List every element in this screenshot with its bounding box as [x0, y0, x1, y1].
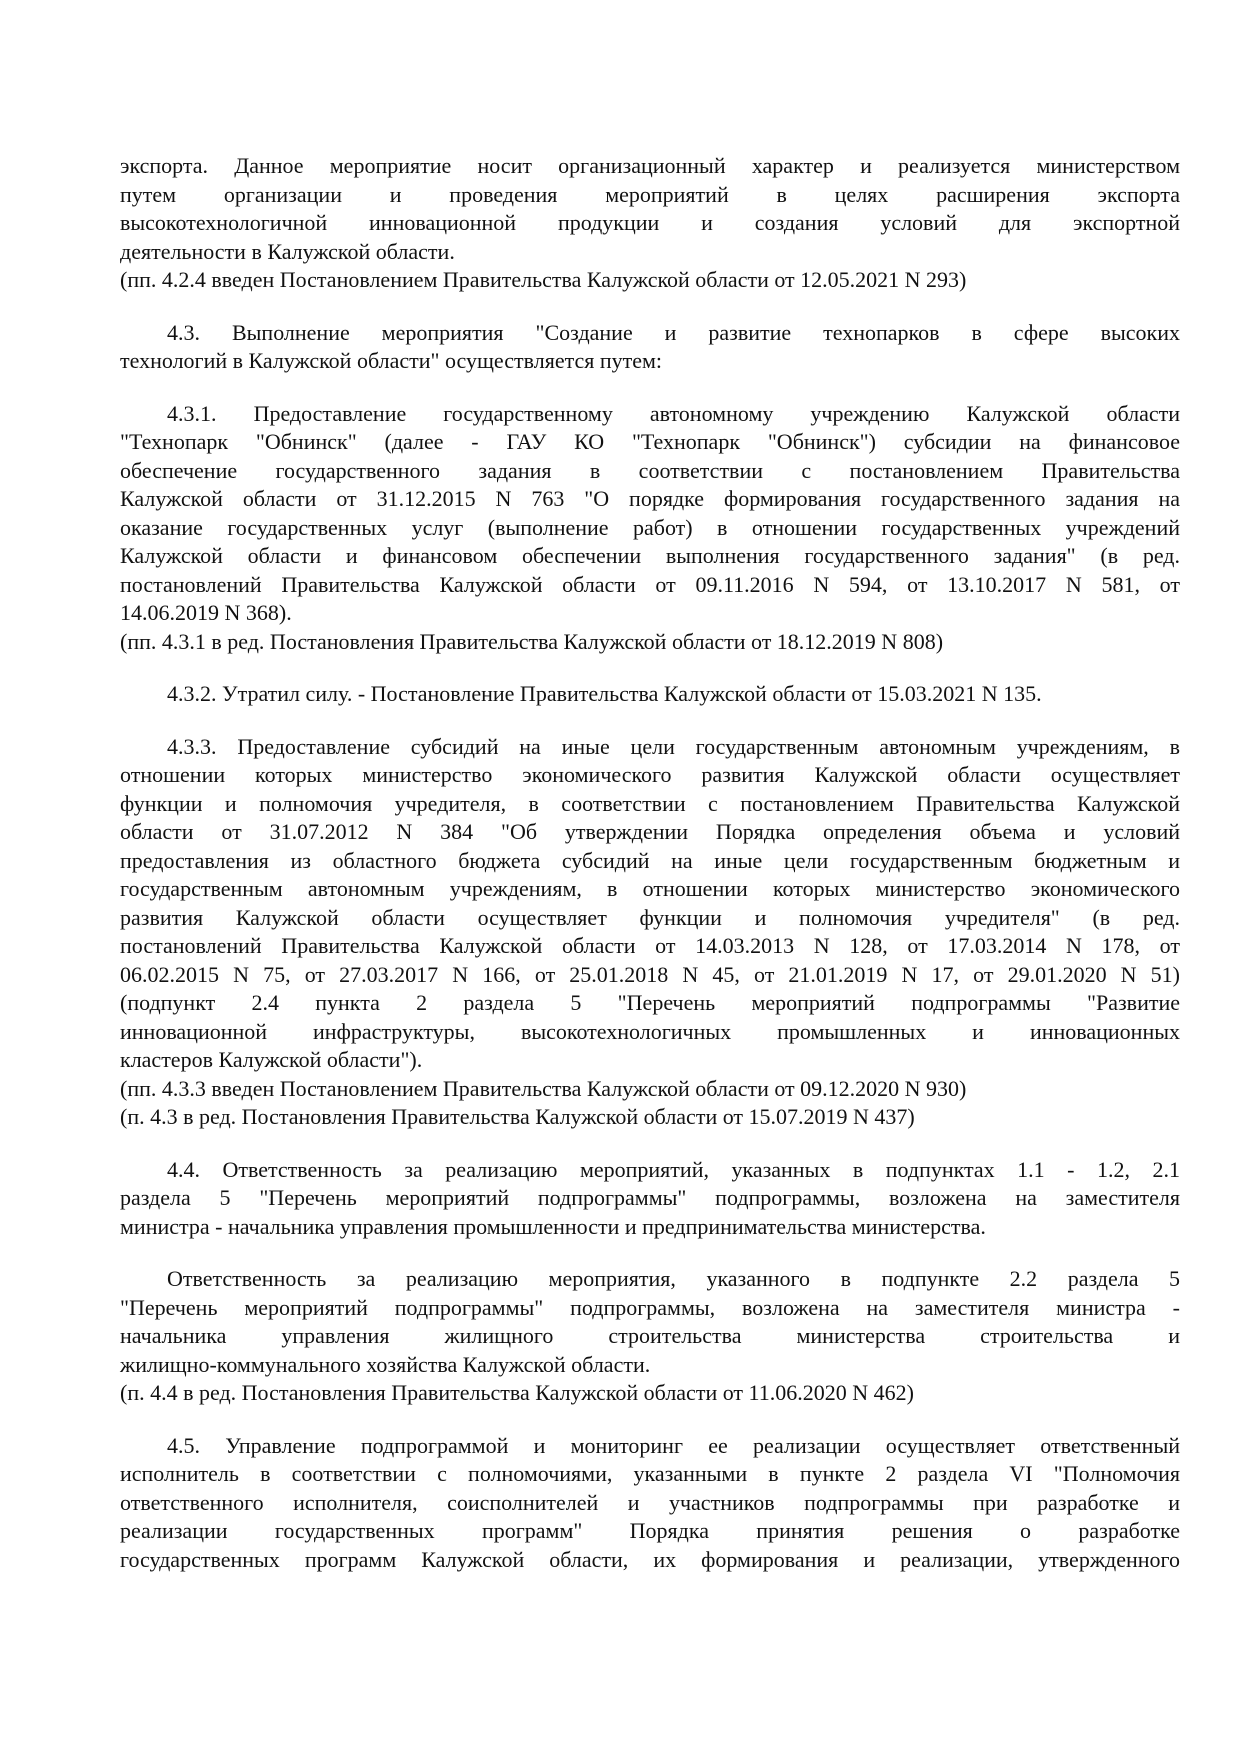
- paragraph-line: кластеров Калужской области").: [120, 1047, 423, 1072]
- paragraph-p-4-4-b: [120, 1265, 1180, 1408]
- paragraph-line: экспорта. Данное мероприятие носит организационный характер и реализуется министерством: [120, 153, 1180, 178]
- paragraph-p-4-3-3: [120, 733, 1180, 1132]
- paragraph-line: министра - начальника управления промышленности и предпринимательства министерства.: [120, 1213, 986, 1239]
- paragraph-p-4-3-2: [120, 680, 1180, 709]
- paragraph-line: 4.3.3. Предоставление субсидий на иные цели государственным автономным учреждениям, в: [167, 733, 1180, 759]
- paragraph-line: реализации государственных программ" Порядка принятия решения о разработке: [120, 1518, 1180, 1543]
- paragraph-line: предоставления из областного бюджета субсидий на иные цели государственным бюджетным и: [120, 847, 1180, 873]
- amendment-note: (пп. 4.2.4 введен Постановлением Правительства Калужской области от 12.05.2021 N 293): [120, 267, 967, 292]
- paragraph-line: 4.3. Выполнение мероприятия "Создание и развитие технопарков в сфере высоких: [167, 319, 1180, 345]
- amendment-note: (п. 4.3 в ред. Постановления Правительства Калужской области от 15.07.2019 N 437): [120, 1104, 915, 1129]
- paragraph-line: жилищно-коммунального хозяйства Калужской области.: [120, 1351, 651, 1377]
- paragraph-line: постановлений Правительства Калужской области от 14.03.2013 N 128, от 17.03.2014 N 178, от: [120, 933, 1180, 958]
- paragraph-p-4-2-4-cont: [120, 152, 1180, 295]
- paragraph-line: 4.3.1. Предоставление государственному автономному учреждению Калужской области: [167, 400, 1180, 426]
- paragraph-line: технологий в Калужской области" осуществляется путем:: [120, 348, 663, 373]
- paragraph-line: области от 31.07.2012 N 384 "Об утверждении Порядка определения объема и условий: [120, 819, 1180, 844]
- paragraph-line: исполнитель в соответствии с полномочиями, указанными в пункте 2 раздела VI "Полномочия: [120, 1461, 1180, 1486]
- paragraph-line: 4.3.2. Утратил силу. - Постановление Правительства Калужской области от 15.03.2021 N 135.: [167, 681, 1042, 706]
- paragraph-line: "Технопарк "Обнинск" (далее - ГАУ КО "Технопарк "Обнинск") субсидии на финансовое: [120, 429, 1180, 454]
- paragraph-line: постановлений Правительства Калужской области от 09.11.2016 N 594, от 13.10.2017 N 581, от: [120, 571, 1180, 597]
- paragraph-line: 4.5. Управление подпрограммой и мониторинг ее реализации осуществляет ответственный: [167, 1432, 1180, 1458]
- amendment-note: (п. 4.4 в ред. Постановления Правительства Калужской области от 11.06.2020 N 462): [120, 1380, 914, 1405]
- paragraph-line: инновационной инфраструктуры, высокотехнологичных промышленных и инновационных: [120, 1018, 1180, 1044]
- paragraph-line: оказание государственных услуг (выполнение работ) в отношении государственных учреждений: [120, 514, 1180, 540]
- paragraph-line: функции и полномочия учредителя, в соответствии с постановлением Правительства Калужской: [120, 790, 1180, 816]
- paragraph-line: 14.06.2019 N 368).: [120, 600, 292, 625]
- amendment-note: (пп. 4.3.3 введен Постановлением Правительства Калужской области от 09.12.2020 N 930): [120, 1075, 967, 1101]
- paragraph-line: развития Калужской области осуществляет функции и полномочия учредителя" (в ред.: [120, 904, 1180, 930]
- amendment-note: (пп. 4.3.1 в ред. Постановления Правительства Калужской области от 18.12.2019 N 808): [120, 628, 944, 654]
- paragraph-line: начальника управления жилищного строительства министерства строительства и: [120, 1323, 1180, 1348]
- paragraph-line: 06.02.2015 N 75, от 27.03.2017 N 166, от 25.01.2018 N 45, от 21.01.2019 N 17, от 29.01.2020 N 51): [120, 961, 1180, 987]
- paragraph-line: высокотехнологичной инновационной продукции и создания условий для экспортной: [120, 210, 1180, 235]
- paragraph-line: отношении которых министерство экономического развития Калужской области осуществляет: [120, 762, 1180, 787]
- paragraph-p-4-3-1: [120, 400, 1180, 657]
- paragraph-line: Калужской области от 31.12.2015 N 763 "О порядке формирования государственного задания на: [120, 486, 1180, 511]
- paragraph-line: Калужской области и финансовом обеспечении выполнения государственного задания" (в ред.: [120, 543, 1180, 568]
- paragraph-line: государственным автономным учреждениям, в отношении которых министерство экономического: [120, 876, 1180, 901]
- paragraph-line: 4.4. Ответственность за реализацию мероприятий, указанных в подпунктах 1.1 - 1.2, 2.1: [167, 1156, 1180, 1182]
- paragraph-line: путем организации и проведения мероприятий в целях расширения экспорта: [120, 181, 1180, 207]
- paragraph-line: ответственного исполнителя, соисполнителей и участников подпрограммы при разработке и: [120, 1489, 1180, 1515]
- paragraph-line: государственных программ Калужской области, их формирования и реализации, утвержденного: [120, 1546, 1180, 1572]
- paragraph-p-4-3: [120, 319, 1180, 376]
- paragraph-line: (подпункт 2.4 пункта 2 раздела 5 "Перечень мероприятий подпрограммы "Развитие: [120, 990, 1180, 1015]
- paragraph-p-4-4: [120, 1156, 1180, 1242]
- paragraph-line: обеспечение государственного задания в соответствии с постановлением Правительства: [120, 457, 1180, 483]
- paragraph-p-4-5: [120, 1432, 1180, 1575]
- paragraph-line: раздела 5 "Перечень мероприятий подпрограммы" подпрограммы, возложена на заместителя: [120, 1185, 1180, 1210]
- paragraph-line: деятельности в Калужской области.: [120, 238, 455, 264]
- paragraph-line: Ответственность за реализацию мероприятия, указанного в подпункте 2.2 раздела 5: [167, 1266, 1180, 1291]
- paragraph-line: "Перечень мероприятий подпрограммы" подпрограммы, возложена на заместителя министра -: [120, 1294, 1180, 1320]
- document-page: [120, 152, 1180, 1598]
